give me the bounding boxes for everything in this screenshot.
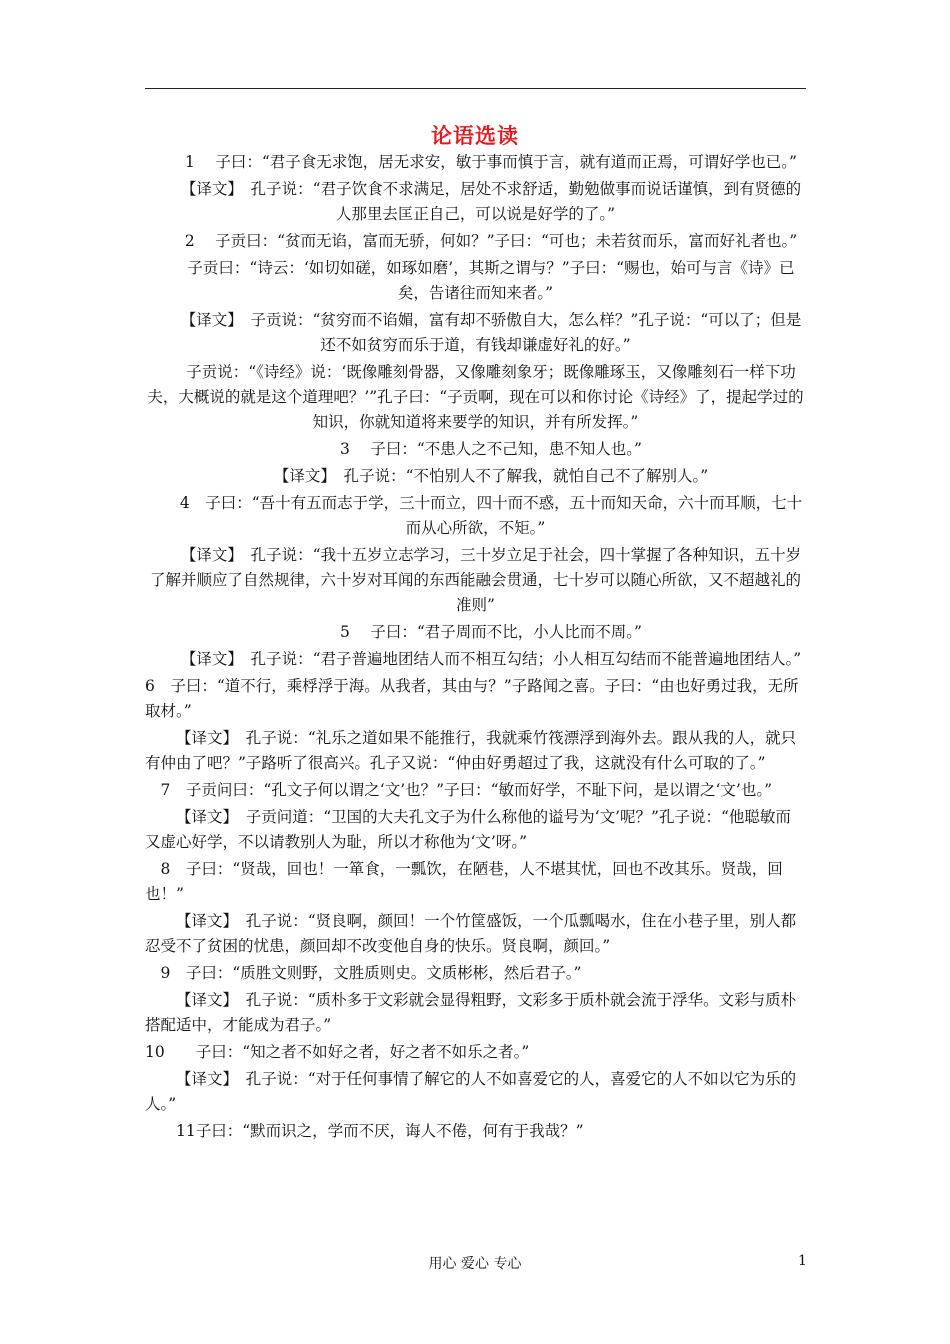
passage-7: 7 子贡问曰：“孔文子何以谓之‘文’也？”子曰：“敏而好学，不耻下问，是以谓之‘文’也。” <box>160 781 773 799</box>
passage-5: 5 子曰：“君子周而不比，小人比而不周。” <box>340 623 642 641</box>
document-body <box>145 150 806 1144</box>
page-number: 1 <box>798 1253 807 1269</box>
passage-2-continued: 子贡曰：“诗云：‘如切如磋，如琢如磨’，其斯之谓与？”子曰：“赐也，始可与言《诗》已矣，告诸往而知来者。” <box>187 259 795 302</box>
passage-8: 8 子曰：“贤哉，回也！一箪食，一瓢饮，在陋巷，人不堪其忧，回也不改其乐。贤哉，回也！” <box>145 860 783 903</box>
translation-8: 【译文】 孔子说：“贤良啊，颜回！一个竹筐盛饭，一个瓜瓢喝水，住在小巷子里，别人都忍受不了贫困的忧患，颜回却不改变他自身的快乐。贤良啊，颜回。” <box>145 912 797 955</box>
passage-2: 2 子贡曰：“贫而无谄，富而无骄，何如？”子曰：“可也；未若贫而乐，富而好礼者也。” <box>184 232 798 250</box>
header-rule <box>145 88 806 89</box>
translation-4: 【译文】 孔子说：“我十五岁立志学习，三十岁立足于社会，四十掌握了各种知识，五十岁了解并顺应了自然规律，六十岁对耳闻的东西能融会贯通，七十岁可以随心所欲，又不超越礼的准则” <box>149 546 802 614</box>
translation-9: 【译文】 孔子说：“质朴多于文彩就会显得粗野，文彩多于质朴就会流于浮华。文彩与质朴搭配适中，才能成为君子。” <box>145 991 797 1034</box>
passage-11: 11子曰：“默而识之，学而不厌，诲人不倦，何有于我哉？” <box>176 1122 584 1140</box>
translation-1: 【译文】 孔子说：“君子饮食不求满足，居处不求舒适，勤勉做事而说话谨慎，到有贤德的人那里去匡正自己，可以说是好学的了。” <box>180 180 802 223</box>
page-title: 论语选读 <box>431 123 519 148</box>
translation-7: 【译文】 子贡问道：“卫国的大夫孔文子为什么称他的谥号为‘文’呢？”孔子说：“他聪敏而又虚心好学，不以请教别人为耻，所以才称他为‘文’呀。” <box>145 808 791 851</box>
passage-10: 10 子曰：“知之者不如好之者，好之者不如乐之者。” <box>145 1043 530 1061</box>
translation-6: 【译文】 孔子说：“礼乐之道如果不能推行，我就乘竹筏漂浮到海外去。跟从我的人，就只有仲由了吧？”子路听了很高兴。孔子又说：“仲由好勇超过了我，这就没有什么可取的了。” <box>145 729 797 772</box>
passage-1: 1 子曰：“君子食无求饱，居无求安，敏于事而慎于言，就有道而正焉，可谓好学也已。” <box>185 153 797 171</box>
passage-9: 9 子曰：“质胜文则野，文胜质则史。文质彬彬，然后君子。” <box>160 964 582 982</box>
page-footer: 用心 爱心 专心 <box>428 1256 522 1272</box>
translation-10: 【译文】 孔子说：“对于任何事情了解它的人不如喜爱它的人，喜爱它的人不如以它为乐的人。” <box>145 1070 797 1113</box>
translation-5: 【译文】 孔子说：“君子普遍地团结人而不相互勾结；小人相互勾结而不能普遍地团结人。” <box>180 650 802 668</box>
translation-2: 【译文】 子贡说：“贫穷而不谄媚，富有却不骄傲自大，怎么样？”孔子说：“可以了；但是还不如贫穷而乐于道，有钱却谦虚好礼的好。” <box>180 311 802 354</box>
translation-2-continued: 子贡说：“《诗经》说：‘既像雕刻骨器，又像雕刻象牙；既像雕琢玉，又像雕刻石一样下功夫，大概说的就是这个道理吧？’”孔子曰：“子贡啊，现在可以和你讨论《诗经》了，提起学过的知识，你就知道将来要学的知识，并有所发挥。” <box>147 363 804 431</box>
passage-3: 3 子曰：“不患人之不己知，患不知人也。” <box>340 440 642 458</box>
passage-4: 4 子曰：“吾十有五而志于学，三十而立，四十而不惑，五十而知天命，六十而耳顺，七十而从心所欲，不矩。” <box>179 494 803 537</box>
passage-6: 6 子曰：“道不行，乘桴浮于海。从我者，其由与？”子路闻之喜。子曰：“由也好勇过我，无所取材。” <box>145 677 799 720</box>
translation-3: 【译文】 孔子说：“不怕别人不了解我，就怕自己不了解别人。” <box>273 467 709 485</box>
